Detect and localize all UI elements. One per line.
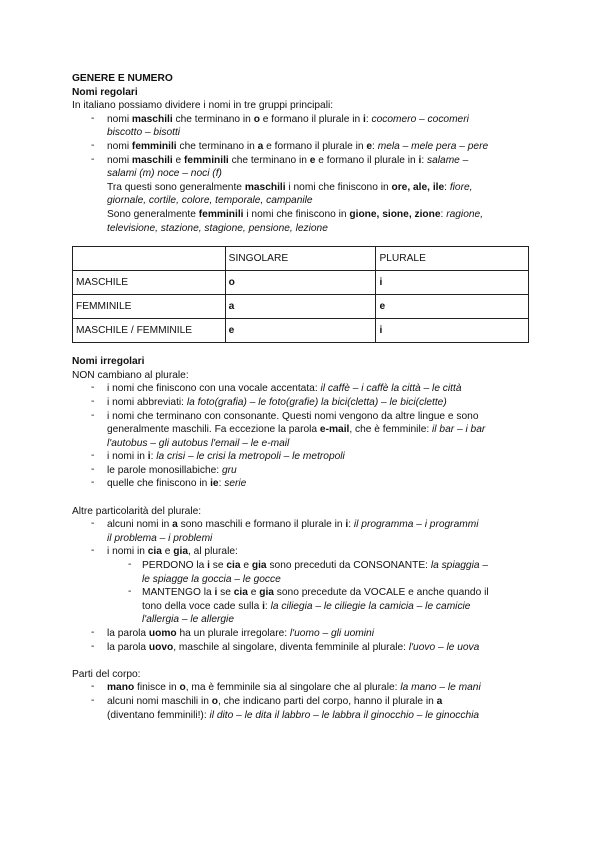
list-item: - le parole monosillabiche: gru [91,463,237,476]
dash-bullet: - [91,681,95,693]
list-particolarita [72,518,532,559]
list-item: - i nomi che finiscono con una vocale accentata: il caffè – i caffè la città – le città [91,382,462,395]
table-row: MASCHILE o i [73,271,529,295]
list-item: - la parola uovo, maschile al singolare, diventa femminile al plurale: l'uovo – le uova [91,640,480,653]
list-item: - nomi maschili e femminili che terminano in e e formano il plurale in i: salame – salami (m) noce – noci (f) Tra questi sono generalmente maschili i nomi che finiscono in ore, ale, ile: fiore, giornale, cortile, colore, temporale, campanile Sono generalmente femminili i nomi che finiscono in gione, sione, zione: ragione, televisione, stazione, stagione, pensione, lezione [91,153,484,234]
intro-irregolari: NON cambiano al plurale: [72,369,189,381]
intro-particolarita: Altre particolarità del plurale: [72,505,202,517]
dash-bullet: - [91,395,95,407]
dash-bullet: - [91,112,95,124]
gender-number-table [72,246,529,343]
dash-bullet: - [91,640,95,652]
table-row: FEMMINILE a e [73,295,529,319]
list-parti-del-corpo [72,681,532,722]
table-row: MASCHILE / FEMMINILE e i [73,319,529,343]
dash-bullet: - [128,559,132,571]
dash-bullet: - [128,586,132,598]
dash-bullet: - [91,153,95,165]
dash-bullet: - [91,450,95,462]
list-item: - alcuni nomi in a sono maschili e formano il plurale in i: il programma – i programmi il problema – i problemi [91,518,479,544]
heading-nomi-regolari: Nomi regolari [72,86,138,98]
list-particolarita-2 [72,627,532,654]
sublist-cia-gia [72,559,532,627]
intro-parti-del-corpo: Parti del corpo: [72,668,141,680]
intro-regolari: In italiano possiamo dividere i nomi in tre gruppi principali: [72,100,334,112]
list-regolari [72,113,532,235]
sublist-item: - PERDONO la i se cia e gia sono preceduti da CONSONANTE: la spiaggia – le spiagge la goccia – le gocce [128,559,489,585]
list-item: - quelle che finiscono in ie: serie [91,477,247,490]
list-irregolari [72,382,532,491]
dash-bullet: - [91,409,95,421]
dash-bullet: - [91,545,95,557]
list-item: - mano finisce in o, ma è femminile sia al singolare che al plurale: la mano – le mani [91,681,481,694]
list-item: - i nomi in cia e gia, al plurale: [91,545,238,558]
sublist-item: - MANTENGO la i se cia e gia sono precedute da VOCALE e anche quando il tono della voce cade sulla i: la ciliegia – le ciliegie la camicia – le camicie l'allergia – le allergie [128,586,489,626]
document-page [72,72,532,722]
list-item: - la parola uomo ha un plurale irregolare: l'uomo – gli uomini [91,627,374,639]
dash-bullet: - [91,694,95,706]
table-row: SINGOLARE PLURALE [73,247,529,271]
dash-bullet: - [91,627,95,638]
dash-bullet: - [91,477,95,489]
dash-bullet: - [91,518,95,530]
heading-nomi-irregolari: Nomi irregolari [72,356,145,368]
list-item: - alcuni nomi maschili in o, che indicano parti del corpo, hanno il plurale in a (diventano femminili!): il dito – le dita il labbro – le labbra il ginocchio – le ginocchia [91,694,480,721]
list-item: - i nomi in i: la crisi – le crisi la metropoli – le metropoli [91,450,345,463]
list-item: - i nomi che terminano con consonante. Questi nomi vengono da altre lingue e sono generalmente maschili. Fa eccezione la parola e-mail, che è femminile: il bar – i bar l'autobus – gli autobus l'email – le e-mail [91,409,486,449]
document-title: GENERE E NUMERO [72,73,173,84]
dash-bullet: - [91,382,95,394]
list-item: - nomi femminili che terminano in a e formano il plurale in e: mela – mele pera – pere [91,139,489,152]
dash-bullet: - [91,139,95,151]
list-item: - nomi maschili che terminano in o e formano il plurale in i: cocomero – cocomeri biscotto – bisotti [91,112,469,139]
dash-bullet: - [91,463,95,475]
list-item: - i nomi abbreviati: la foto(grafia) – le foto(grafie) la bici(cletta) – le bici(clette) [91,395,447,408]
